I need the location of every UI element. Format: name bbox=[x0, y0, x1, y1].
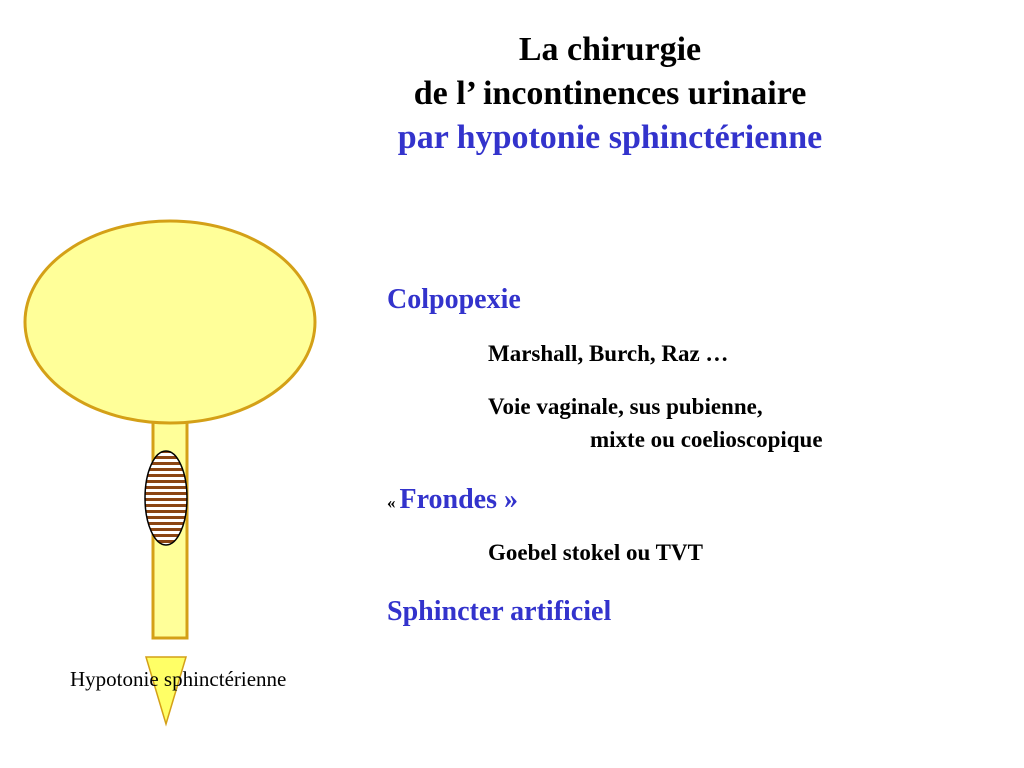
title-line-1: La chirurgie bbox=[518, 31, 702, 68]
heading-sphincter-artificiel: Sphincter artificiel bbox=[387, 596, 612, 627]
sphincter-shape bbox=[145, 451, 187, 545]
frondes-label: Frondes » bbox=[399, 484, 518, 515]
bladder-diagram bbox=[0, 0, 420, 768]
heading-frondes bbox=[387, 484, 518, 516]
heading-colpopexie: Colpopexie bbox=[387, 284, 521, 315]
colpopexie-routes-1: Voie vaginale, sus pubienne, bbox=[488, 394, 763, 419]
title-line-2: de l’ incontinences urinaire bbox=[413, 75, 807, 112]
colpopexie-routes-2: mixte ou coelioscopique bbox=[590, 427, 823, 452]
colpopexie-authors: Marshall, Burch, Raz … bbox=[488, 341, 729, 366]
quote-open: « bbox=[387, 493, 396, 512]
bladder-shape bbox=[25, 221, 315, 423]
diagram-caption: Hypotonie sphinctérienne bbox=[70, 667, 287, 691]
frondes-techniques: Goebel stokel ou TVT bbox=[488, 540, 703, 565]
title-line-3: par hypotonie sphinctérienne bbox=[397, 119, 823, 156]
